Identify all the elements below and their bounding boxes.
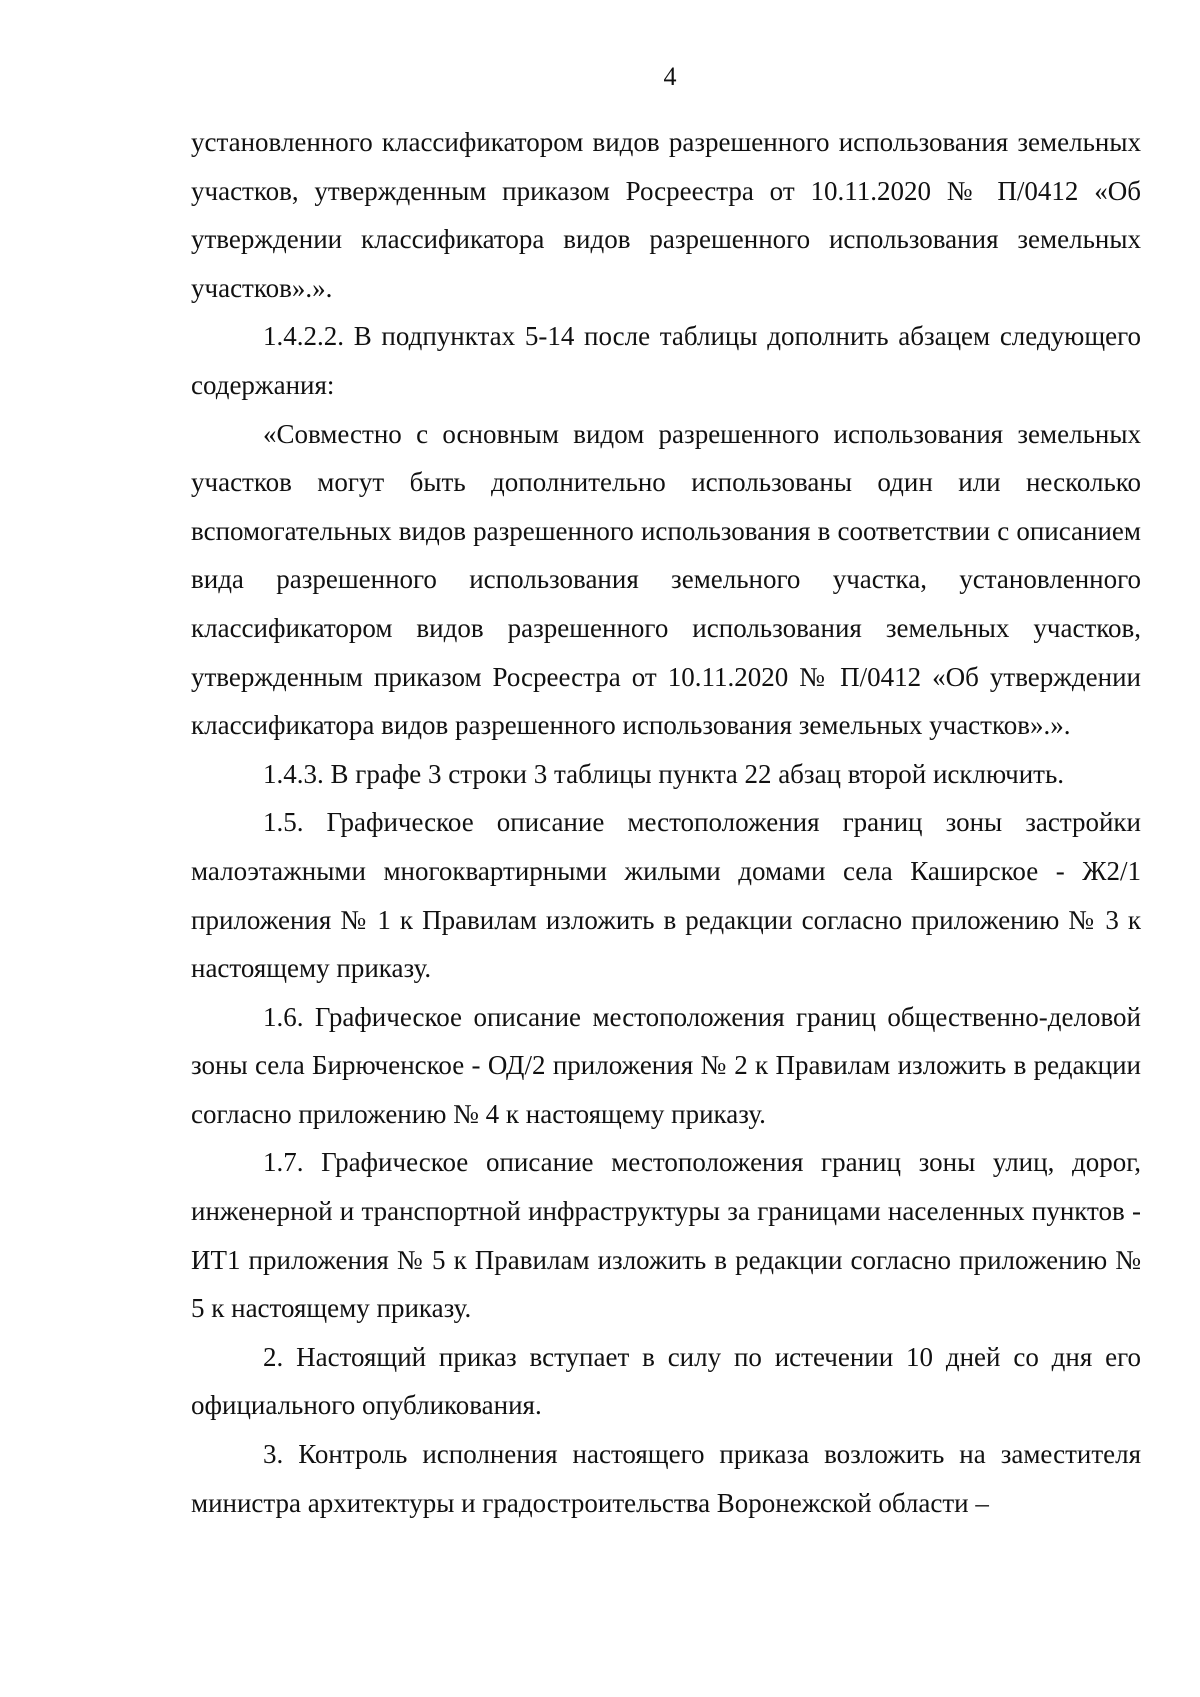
paragraph-continuation: установленного классификатором видов разрешенного использования земельных участков, утвержденным приказом Росреестра от 10.11.2020 № П/0412 «Об утверждении классификатора видов разрешенного использования земельных участков».». bbox=[191, 127, 1141, 303]
paragraph-1-4-2-2: 1.4.2.2. В подпунктах 5-14 после таблицы дополнить абзацем следующего содержания: bbox=[191, 321, 1141, 400]
paragraph-quote: «Совместно с основным видом разрешенного использования земельных участков могут быть дополнительно использованы один или несколько вспомогательных видов разрешенного использования в соответствии с описанием вида разрешенного использования земельного участка, установленного классификатором видов разрешенного использования земельных участков, утвержденным приказом Росреестра от 10.11.2020 № П/0412 «Об утверждении классификатора видов разрешенного использования земельных участков».». bbox=[191, 418, 1141, 741]
paragraph-2: 2. Настоящий приказ вступает в силу по истечении 10 дней со дня его официального опубликования. bbox=[191, 1341, 1141, 1421]
paragraph-1-6: 1.6. Графическое описание местоположения границ общественно-деловой зоны села Бирюченское - ОД/2 приложения № 2 к Правилам изложить в редакции согласно приложению № 4 к настоящему приказу. bbox=[191, 1001, 1141, 1129]
document-body bbox=[191, 118, 1141, 1527]
paragraph-1-5: 1.5. Графическое описание местоположения границ зоны застройки малоэтажными многоквартирными жилыми домами села Каширское - Ж2/1 приложения № 1 к Правилам изложить в редакции согласно приложению № 3 к настоящему приказу. bbox=[191, 807, 1141, 984]
paragraph-3: 3. Контроль исполнения настоящего приказа возложить на заместителя министра архитектуры и градостроительства Воронежской области – bbox=[191, 1439, 1141, 1518]
paragraph-1-7: 1.7. Графическое описание местоположения границ зоны улиц, дорог, инженерной и транспортной инфраструктуры за границами населенных пунктов - ИТ1 приложения № 5 к Правилам изложить в редакции согласно приложению № 5 к настоящему приказу. bbox=[191, 1147, 1141, 1324]
paragraph-1-4-3: 1.4.3. В графе 3 строки 3 таблицы пункта 22 абзац второй исключить. bbox=[263, 758, 1065, 789]
page-number: 4 bbox=[663, 62, 677, 91]
